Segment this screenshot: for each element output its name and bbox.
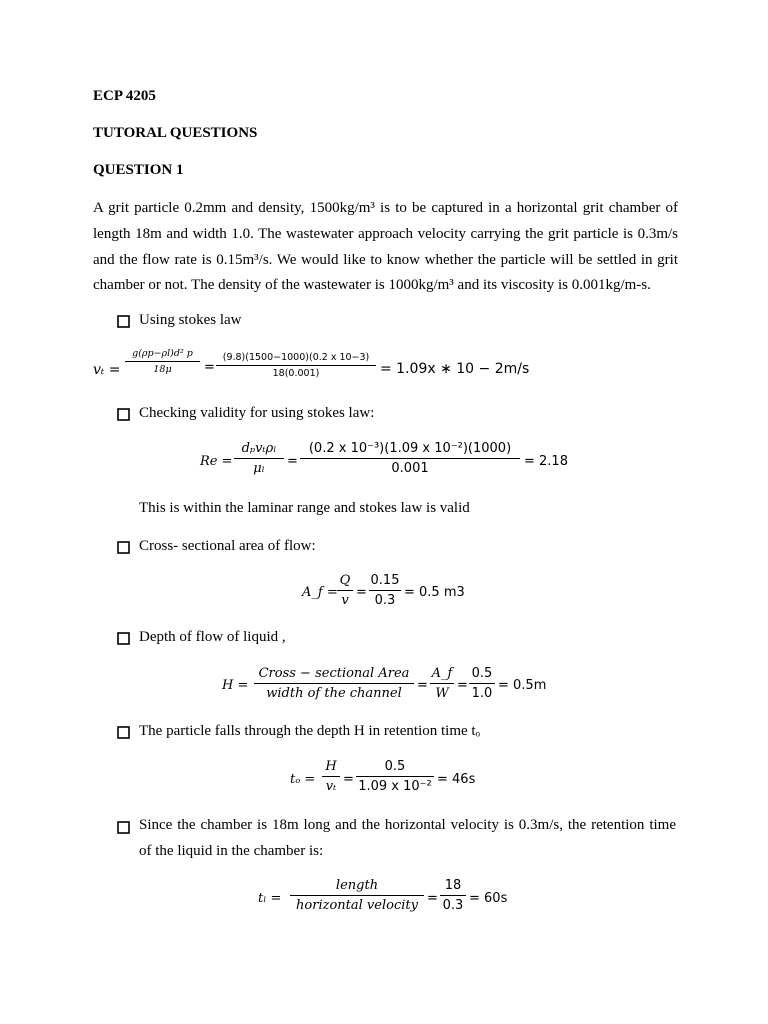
depth-fraction-words [254, 666, 414, 701]
depth-frac1-den: width of the channel [266, 686, 402, 701]
depth-result: = 0.5m [498, 678, 547, 693]
depth-lhs: H = [222, 678, 249, 693]
chamber-label-line-2: of the liquid in the chamber is: [139, 843, 324, 859]
re-frac2-num: (0.2 x 10⁻³)(1.09 x 10⁻²)(1000) [308, 441, 512, 456]
chamber-frac2-den: 0.3 [442, 898, 464, 913]
area-fraction-numeric [369, 573, 401, 608]
laminar-note: This is within the laminar range and stokes law is valid [139, 500, 470, 516]
stokes-frac1-den: 18μ [153, 364, 172, 375]
chamber-result: = 60s [469, 891, 508, 906]
depth-frac2-den: W [435, 686, 449, 701]
retention-frac1-num: H [325, 759, 337, 774]
depth-label: Depth of flow of liquid , [139, 629, 286, 645]
depth-frac2-num: A_f [431, 666, 453, 681]
area-lhs: A_f = [302, 585, 338, 600]
checkbox-bullet-icon [117, 408, 131, 422]
retention-label: The particle falls through the depth H in retention time tₒ [139, 723, 480, 739]
depth-fraction-numeric [469, 666, 495, 701]
course-code: ECP 4205 [93, 88, 156, 104]
stokes-label: Using stokes law [139, 312, 242, 328]
chamber-fraction-words [290, 878, 424, 913]
chamber-frac2-num: 18 [444, 878, 462, 893]
checkbox-bullet-icon [117, 315, 131, 329]
checkbox-bullet-icon [117, 541, 131, 555]
retention-fraction-numeric [356, 759, 434, 794]
re-lhs: Re = [200, 454, 233, 469]
area-result: = 0.5 m3 [404, 585, 465, 600]
stokes-result: = 1.09x ∗ 10 − 2m/s [380, 361, 530, 377]
retention-lhs: tₒ = [290, 772, 316, 787]
re-frac1-num: dₚvₜρₗ [241, 441, 277, 456]
re-result: = 2.18 [524, 454, 568, 469]
chamber-frac1-den: horizontal velocity [296, 898, 418, 913]
area-frac2-num: 0.15 [370, 573, 400, 588]
retention-frac1-den: vₜ [325, 779, 337, 794]
stokes-frac2-num: (9.8)(1500−1000)(0.2 x 10−3) [222, 352, 370, 363]
re-fraction-numeric [300, 441, 520, 476]
stokes-lhs: vₜ = [93, 362, 121, 378]
problem-line-3: and the flow rate is 0.15m³/s. We would like to know whether the particle will be settled in grit [93, 252, 678, 268]
depth-frac3-den: 1.0 [471, 686, 493, 701]
document-title: TUTORAL QUESTIONS [93, 125, 258, 141]
re-fraction-symbolic [234, 441, 284, 476]
chamber-fraction-numeric [440, 878, 466, 913]
chamber-lhs: tₗ = [258, 891, 282, 906]
chamber-frac1-num: length [335, 878, 379, 893]
problem-line-2: length 18m and width 1.0. The wastewater approach velocity carrying the grit particle is 0.3m/s [93, 226, 678, 242]
retention-fraction-symbolic [322, 759, 340, 794]
checkbox-bullet-icon [117, 726, 131, 740]
area-label: Cross- sectional area of flow: [139, 538, 316, 554]
retention-frac2-num: 0.5 [384, 759, 406, 774]
problem-line-4: chamber or not. The density of the wastewater is 1000kg/m³ and its viscosity is 0.001kg/m-s. [93, 277, 651, 293]
stokes-frac1-num: g(ρp−ρl)d² p [132, 348, 193, 359]
checkbox-bullet-icon [117, 821, 131, 835]
area-fraction-symbolic [337, 573, 353, 608]
area-frac1-num: Q [339, 573, 351, 588]
question-heading: QUESTION 1 [93, 162, 184, 178]
area-frac1-den: v [341, 593, 349, 608]
stokes-fraction-numeric [216, 352, 376, 379]
retention-result: = 46s [437, 772, 476, 787]
depth-frac3-num: 0.5 [471, 666, 493, 681]
problem-line-1: A grit particle 0.2mm and density, 1500kg/m³ is to be captured in a horizontal grit chamber of [93, 200, 678, 216]
re-frac2-den: 0.001 [391, 461, 429, 476]
depth-frac1-num: Cross − sectional Area [258, 666, 410, 681]
area-frac2-den: 0.3 [374, 593, 396, 608]
validity-label: Checking validity for using stokes law: [139, 405, 375, 421]
retention-frac2-den: 1.09 x 10⁻² [358, 779, 432, 794]
depth-fraction-symbolic [430, 666, 454, 701]
checkbox-bullet-icon [117, 632, 131, 646]
chamber-label-line-1: Since the chamber is 18m long and the horizontal velocity is 0.3m/s, the retention time [139, 817, 676, 833]
stokes-frac2-den: 18(0.001) [272, 368, 320, 379]
re-frac1-den: μₗ [253, 461, 265, 476]
stokes-fraction-symbolic [125, 348, 200, 375]
